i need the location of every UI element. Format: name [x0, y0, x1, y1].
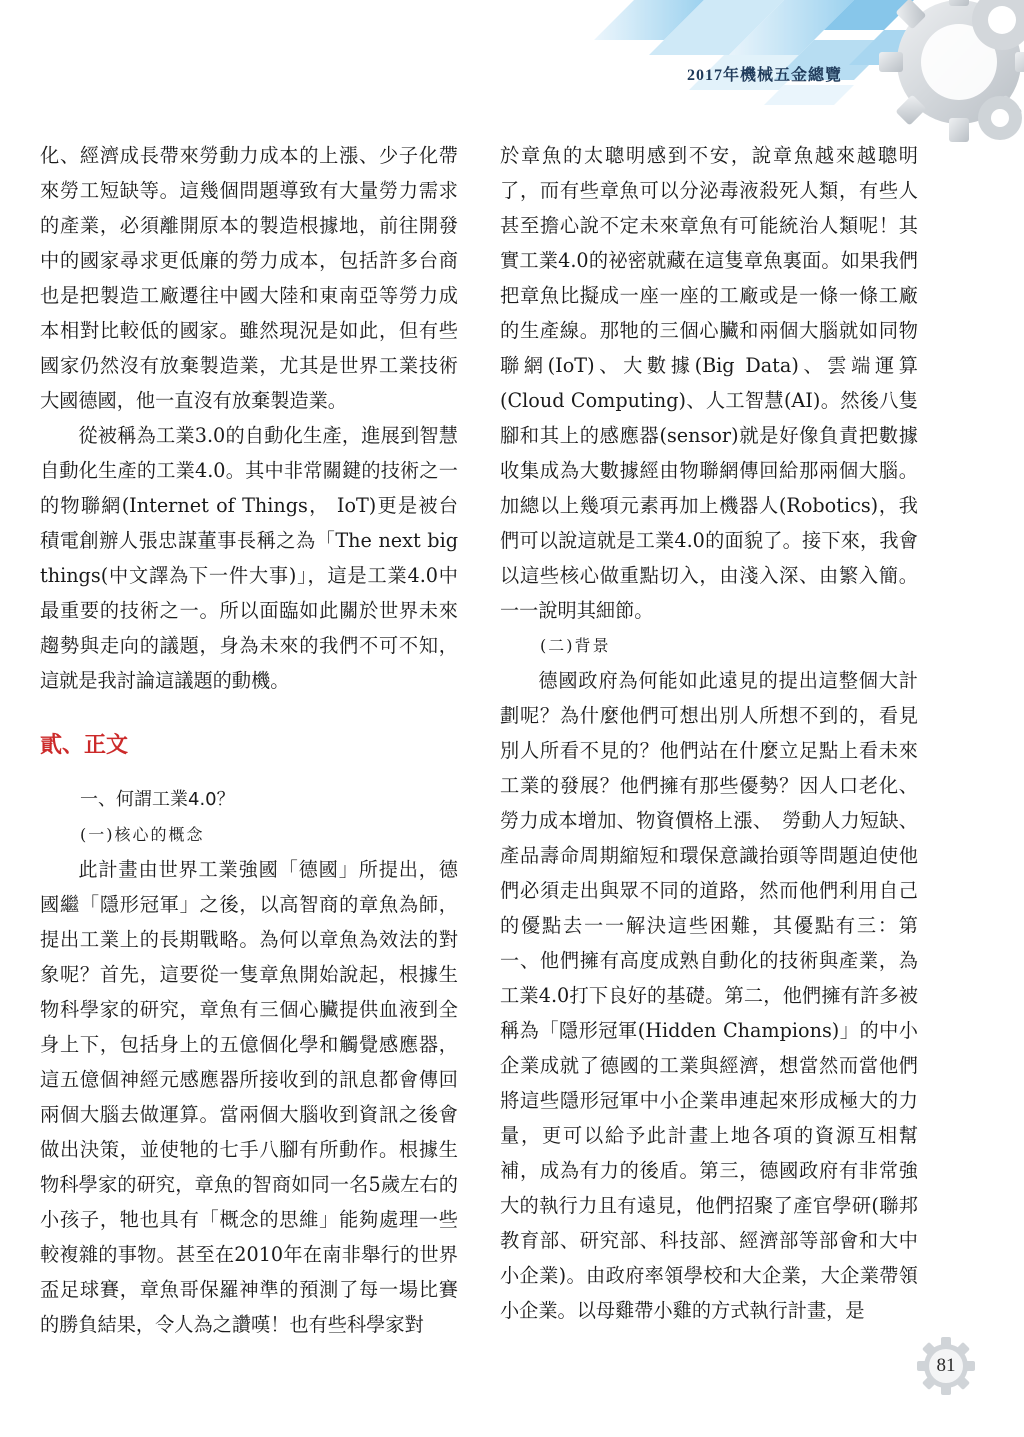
subsubsection-heading: (一)核心的概念	[80, 825, 205, 844]
body-paragraph: 從被稱為工業3.0的自動化生產，進展到智慧自動化生產的工業4.0。其中非常關鍵的技術之一的物聯網(Internet of Things， IoT)更是被台積電創辦人張忠謀董事長稱之為「The next big things(中文譯為下一件大事)」，這是工業4.0中最重要的技術之一。所以面臨如此關於世界未來趨勢與走向的議題，身為未來的我們不可不知，這就是我討論這議題的動機。	[40, 424, 458, 692]
body-paragraph: 化、經濟成長帶來勞動力成本的上漲、少子化帶來勞工短缺等。這幾個問題導致有大量勞力需求的產業，必須離開原本的製造根據地，前往開發中的國家尋求更低廉的勞力成本，包括許多台商也是把製造工廠遷往中國大陸和東南亞等勞力成本相對比較低的國家。雖然現況是如此，但有些國家仍然沒有放棄製造業，尤其是世界工業技術大國德國，他一直沒有放棄製造業。	[40, 144, 458, 412]
subsection-heading: 一、何謂工業4.0？	[80, 789, 235, 810]
body-paragraph: 於章魚的太聰明感到不安，說章魚越來越聰明了，而有些章魚可以分泌毒液殺死人類，有些人甚至擔心說不定未來章魚有可能統治人類呢！其實工業4.0的祕密就藏在這隻章魚裏面。如果我們把章魚比擬成一座一座的工廠或是一條一條工廠的生產線。那牠的三個心臟和兩個大腦就如同物聯網(IoT)、大數據(Big Data)、雲端運算(Cloud Computing)、人工智慧(AI)。然後八隻腳和其上的感應器(sensor)就是好像負責把數據收集成為大數據經由物聯網傳回給那兩個大腦。加總以上幾項元素再加上機器人(Robotics)，我們可以說這就是工業4.0的面貌了。接下來，我會以這些核心做重點切入，由淺入深、由繁入簡。一一說明其細節。	[500, 144, 918, 622]
left-column	[40, 138, 458, 1342]
body-paragraph: 德國政府為何能如此遠見的提出這整個大計劃呢？為什麼他們可想出別人所想不到的，看見別人所看不見的？他們站在什麼立足點上看未來工業的發展？他們擁有那些優勢？因人口老化、勞力成本增加、物資價格上漲、 勞動人力短缺、產品壽命周期縮短和環保意識抬頭等問題迫使他們必須走出與眾不同的道路，然而他們利用自己的優點去一一解決這些困難，其優點有三：第一、他們擁有高度成熟自動化的技術與產業，為工業4.0打下良好的基礎。第二，他們擁有許多被稱為「隱形冠軍(Hidden Champions)」的中小企業成就了德國的工業與經濟，想當然而當他們將這些隱形冠軍中小企業串連起來形成極大的力量，更可以給予此計畫上地各項的資源互相幫補，成為有力的後盾。第三，德國政府有非常強大的執行力且有遠見，他們招聚了產官學研(聯邦教育部、研究部、科技部、經濟部等部會和大中小企業)。由政府率領學校和大企業，大企業帶領小企業。以母雞帶小雞的方式執行計畫，是	[500, 669, 918, 1322]
section-title: 貳、正文	[40, 733, 129, 758]
right-column	[500, 138, 918, 1328]
body-paragraph: 此計畫由世界工業強國「德國」所提出，德國繼「隱形冠軍」之後，以高智商的章魚為師，提出工業上的長期戰略。為何以章魚為效法的對象呢？首先，這要從一隻章魚開始說起，根據生物科學家的研究，章魚有三個心臟提供血液到全身上下，包括身上的五億個化學和觸覺感應器，這五億個神經元感應器所接收到的訊息都會傳回兩個大腦去做運算。當兩個大腦收到資訊之後會做出決策，並使牠的七手八腳有所動作。根據生物科學家的研究，章魚的智商如同一名5歲左右的小孩子，牠也具有「概念的思維」能夠處理一些較複雜的事物。甚至在2010年在南非舉行的世界盃足球賽，章魚哥保羅神準的預測了每一場比賽的勝負結果，令人為之讚嘆！也有些科學家對	[40, 858, 458, 1336]
page-number: 81	[936, 1355, 956, 1376]
header-title: 2017年機械五金總覽	[686, 67, 842, 84]
subsubsection-heading: (二)背景	[540, 636, 611, 655]
